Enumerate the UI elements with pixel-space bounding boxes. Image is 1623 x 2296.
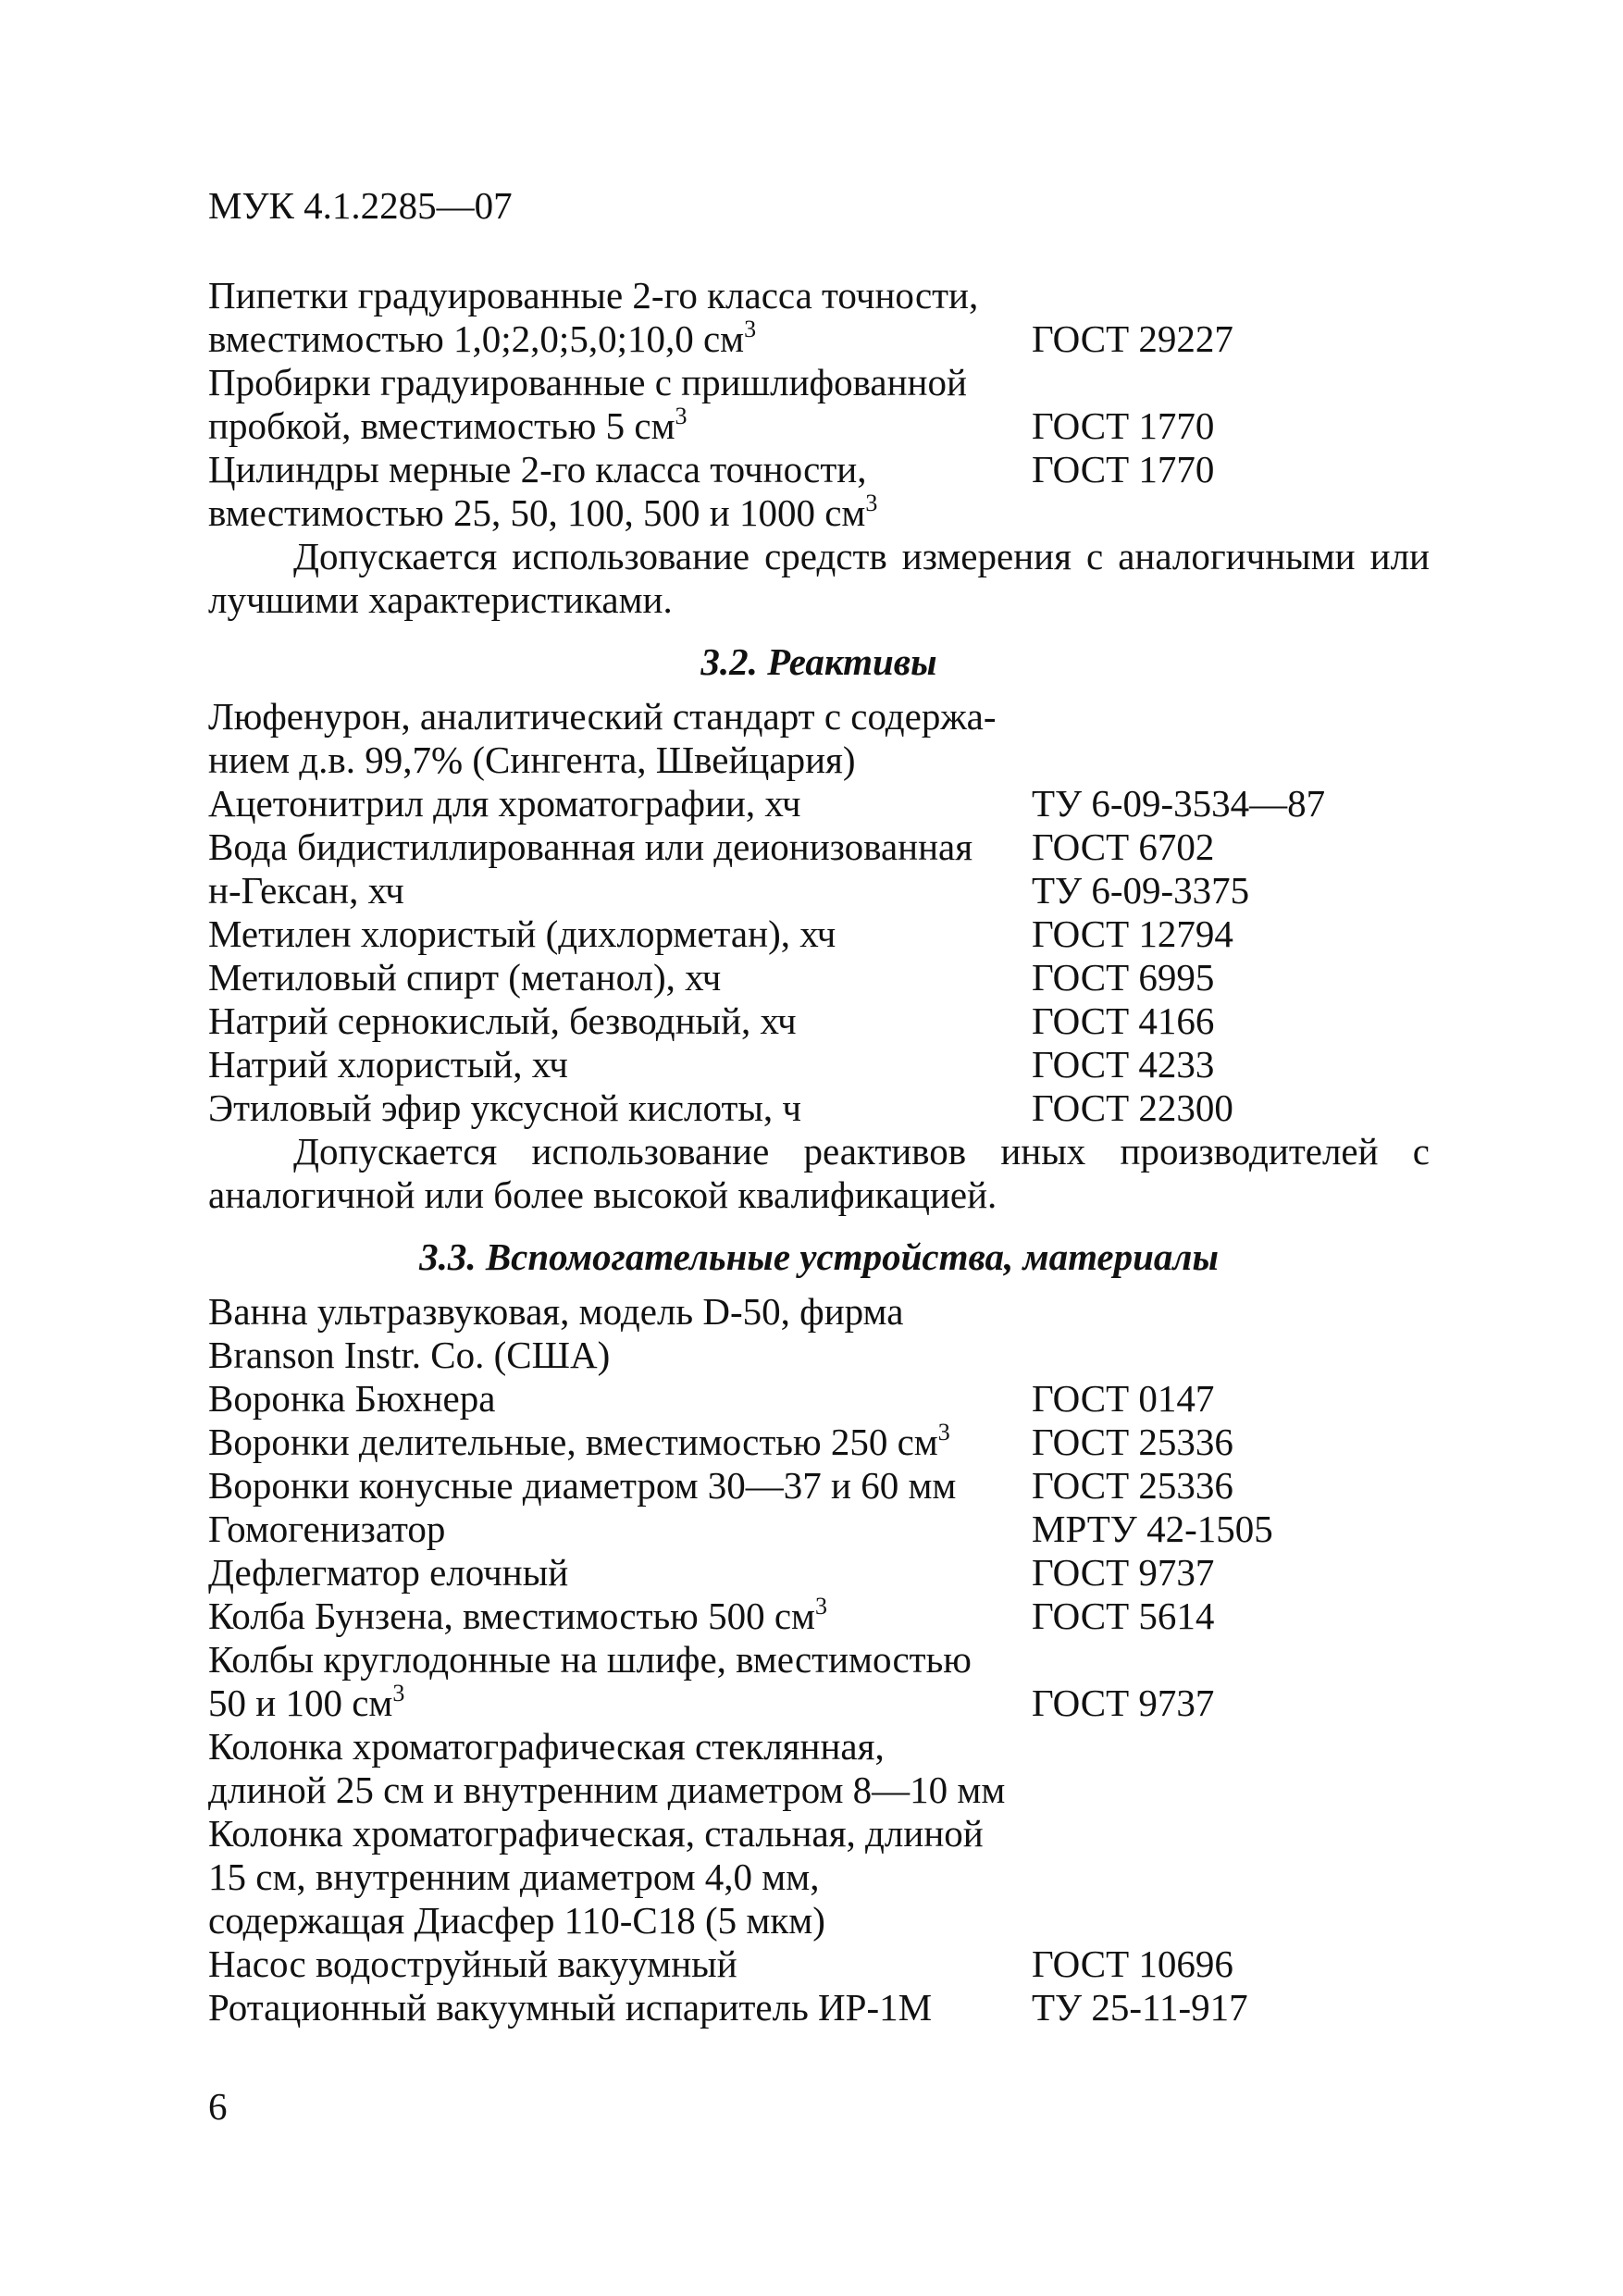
item-name-line — [208, 317, 1032, 361]
item-text: Люфенурон, аналитический стандарт с содержа- — [208, 695, 997, 738]
standard-reference: ГОСТ 6995 — [1032, 956, 1215, 999]
document-code-header: МУК 4.1.2285—07 — [208, 184, 513, 227]
item-text: Метилен хлористый (дихлорметан), хч — [208, 912, 836, 955]
item-text: 50 и 100 см — [208, 1682, 393, 1724]
item-text: Колбы круглодонные на шлифе, вместимостью — [208, 1638, 972, 1681]
item-name-line — [208, 1377, 1032, 1421]
item-name-line — [208, 956, 1032, 999]
item-name-line — [208, 999, 1032, 1043]
standard-reference: ГОСТ 25336 — [1032, 1464, 1233, 1507]
item-text: Колонка хроматографическая стеклянная, — [208, 1725, 885, 1768]
item-name-line — [208, 1942, 1032, 1986]
item-name-line — [208, 1421, 1032, 1464]
standard-reference: ТУ 25-11-917 — [1032, 1986, 1248, 2029]
reagents-note: Допускается использование реактивов иных производителей с аналогичной или более высокой квалификацией. — [208, 1130, 1430, 1216]
item-text: нием д.в. 99,7% (Сингента, Швейцария) — [208, 738, 856, 781]
standard-reference: ГОСТ 12794 — [1032, 912, 1233, 955]
standard-reference: ГОСТ 1770 — [1032, 448, 1215, 490]
auxiliary-list — [208, 1290, 1430, 2029]
item-text: длиной 25 см и внутренним диаметром 8—10 мм — [208, 1769, 1006, 1811]
item-name-line — [208, 1855, 1032, 1899]
list-item — [208, 869, 1430, 912]
unit-superscript: 3 — [744, 316, 757, 342]
list-item — [208, 825, 1430, 869]
standard-reference: ТУ 6-09-3534—87 — [1032, 782, 1326, 825]
item-text: Гомогенизатор — [208, 1508, 446, 1550]
standard-reference: ГОСТ 0147 — [1032, 1377, 1215, 1420]
item-text: содержащая Диасфер 110-С18 (5 мкм) — [208, 1899, 825, 1942]
item-text: Насос водоструйный вакуумный — [208, 1942, 737, 1985]
item-name-line — [208, 1086, 1032, 1130]
list-item — [208, 1725, 1430, 1812]
list-item — [208, 448, 1430, 535]
item-name-line — [208, 1043, 1032, 1086]
item-text: Натрий сернокислый, безводный, хч — [208, 999, 797, 1042]
item-text: Воронки конусные диаметром 30—37 и 60 мм — [208, 1464, 957, 1507]
item-name-line — [208, 404, 1032, 448]
list-item — [208, 1551, 1430, 1595]
list-item — [208, 912, 1430, 956]
reagents-list — [208, 695, 1430, 1130]
equipment-list-tail — [208, 274, 1430, 535]
standard-reference: ГОСТ 4166 — [1032, 999, 1215, 1042]
item-text: Ванна ультразвуковая, модель D-50, фирма — [208, 1290, 904, 1333]
list-item — [208, 1986, 1430, 2029]
list-item — [208, 1421, 1430, 1464]
standard-reference: ГОСТ 9737 — [1032, 1551, 1215, 1594]
list-item — [208, 274, 1430, 361]
standard-reference: ГОСТ 9737 — [1032, 1682, 1215, 1724]
item-name-line — [208, 361, 1032, 404]
list-item — [208, 1464, 1430, 1508]
standard-reference: ГОСТ 10696 — [1032, 1942, 1233, 1985]
list-item — [208, 1812, 1430, 1942]
item-name-line — [208, 1290, 1032, 1334]
list-item — [208, 1086, 1430, 1130]
item-name-line — [208, 274, 1032, 317]
item-name-line — [208, 1769, 1032, 1812]
list-item — [208, 782, 1430, 825]
item-text: пробкой, вместимостью 5 см — [208, 404, 675, 447]
item-name-line — [208, 1551, 1032, 1595]
item-name-line — [208, 1638, 1032, 1682]
section-heading-auxiliary: 3.3. Вспомогательные устройства, материалы — [419, 1235, 1219, 1278]
item-text: н-Гексан, хч — [208, 869, 404, 912]
item-text: 15 см, внутренним диаметром 4,0 мм, — [208, 1855, 820, 1898]
item-name-line — [208, 448, 1032, 491]
item-name-line — [208, 1899, 1032, 1942]
item-text: Пробирки градуированные с пришлифованной — [208, 361, 967, 403]
item-text: вместимостью 25, 50, 100, 500 и 1000 см — [208, 491, 866, 534]
section-heading-reagents: 3.2. Реактивы — [700, 640, 937, 683]
item-name-line — [208, 695, 1032, 738]
item-name-line — [208, 1986, 1032, 2029]
standard-reference: ГОСТ 22300 — [1032, 1086, 1233, 1129]
standard-reference: ГОСТ 5614 — [1032, 1595, 1215, 1637]
list-item — [208, 1942, 1430, 1986]
page-number: 6 — [208, 2085, 228, 2128]
item-text: Метиловый спирт (метанол), хч — [208, 956, 722, 999]
list-item — [208, 361, 1430, 448]
item-name-line — [208, 491, 1032, 535]
unit-superscript: 3 — [814, 1593, 827, 1620]
item-text: Ротационный вакуумный испаритель ИР-1М — [208, 1986, 933, 2029]
item-name-line — [208, 1682, 1032, 1725]
standard-reference: ТУ 6-09-3375 — [1032, 869, 1250, 912]
standard-reference: МРТУ 42-1505 — [1032, 1508, 1273, 1550]
standard-reference: ГОСТ 25336 — [1032, 1421, 1233, 1463]
item-name-line — [208, 738, 1032, 782]
item-text: Вода бидистиллированная или деионизованная — [208, 825, 973, 868]
list-item — [208, 1508, 1430, 1551]
item-text: Колонка хроматографическая, стальная, длиной — [208, 1812, 984, 1855]
item-text: Branson Instr. Co. (США) — [208, 1334, 611, 1376]
item-name-line — [208, 1334, 1032, 1377]
item-name-line — [208, 1595, 1032, 1638]
list-item — [208, 1043, 1430, 1086]
list-item — [208, 1290, 1430, 1377]
item-text: Натрий хлористый, хч — [208, 1043, 568, 1086]
item-text: Ацетонитрил для хроматографии, хч — [208, 782, 801, 825]
standard-reference: ГОСТ 4233 — [1032, 1043, 1215, 1086]
unit-superscript: 3 — [865, 490, 878, 516]
item-name-line — [208, 1508, 1032, 1551]
standard-reference: ГОСТ 6702 — [1032, 825, 1215, 868]
unit-superscript: 3 — [937, 1419, 950, 1446]
item-text: Цилиндры мерные 2-го класса точности, — [208, 448, 867, 490]
item-text: Пипетки градуированные 2-го класса точности, — [208, 274, 979, 316]
item-name-line — [208, 782, 1032, 825]
list-item — [208, 956, 1430, 999]
item-name-line — [208, 1725, 1032, 1769]
item-text: Этиловый эфир уксусной кислоты, ч — [208, 1086, 802, 1129]
page-content — [208, 274, 1430, 2029]
unit-superscript: 3 — [392, 1680, 405, 1706]
standard-reference: ГОСТ 1770 — [1032, 404, 1215, 447]
item-text: Воронка Бюхнера — [208, 1377, 496, 1420]
item-text: Колба Бунзена, вместимостью 500 см — [208, 1595, 815, 1637]
item-name-line — [208, 912, 1032, 956]
list-item — [208, 999, 1430, 1043]
list-item — [208, 1638, 1430, 1725]
measurement-note: Допускается использование средств измерения с аналогичными или лучшими характеристиками. — [208, 535, 1430, 621]
list-item — [208, 1377, 1430, 1421]
list-item — [208, 1595, 1430, 1638]
item-text: Воронки делительные, вместимостью 250 см — [208, 1421, 938, 1463]
unit-superscript: 3 — [675, 403, 688, 429]
item-text: вместимостью 1,0;2,0;5,0;10,0 см — [208, 317, 745, 360]
item-name-line — [208, 825, 1032, 869]
item-name-line — [208, 1464, 1032, 1508]
item-text: Дефлегматор елочный — [208, 1551, 569, 1594]
item-name-line — [208, 869, 1032, 912]
list-item — [208, 695, 1430, 782]
standard-reference: ГОСТ 29227 — [1032, 317, 1233, 360]
item-name-line — [208, 1812, 1032, 1855]
